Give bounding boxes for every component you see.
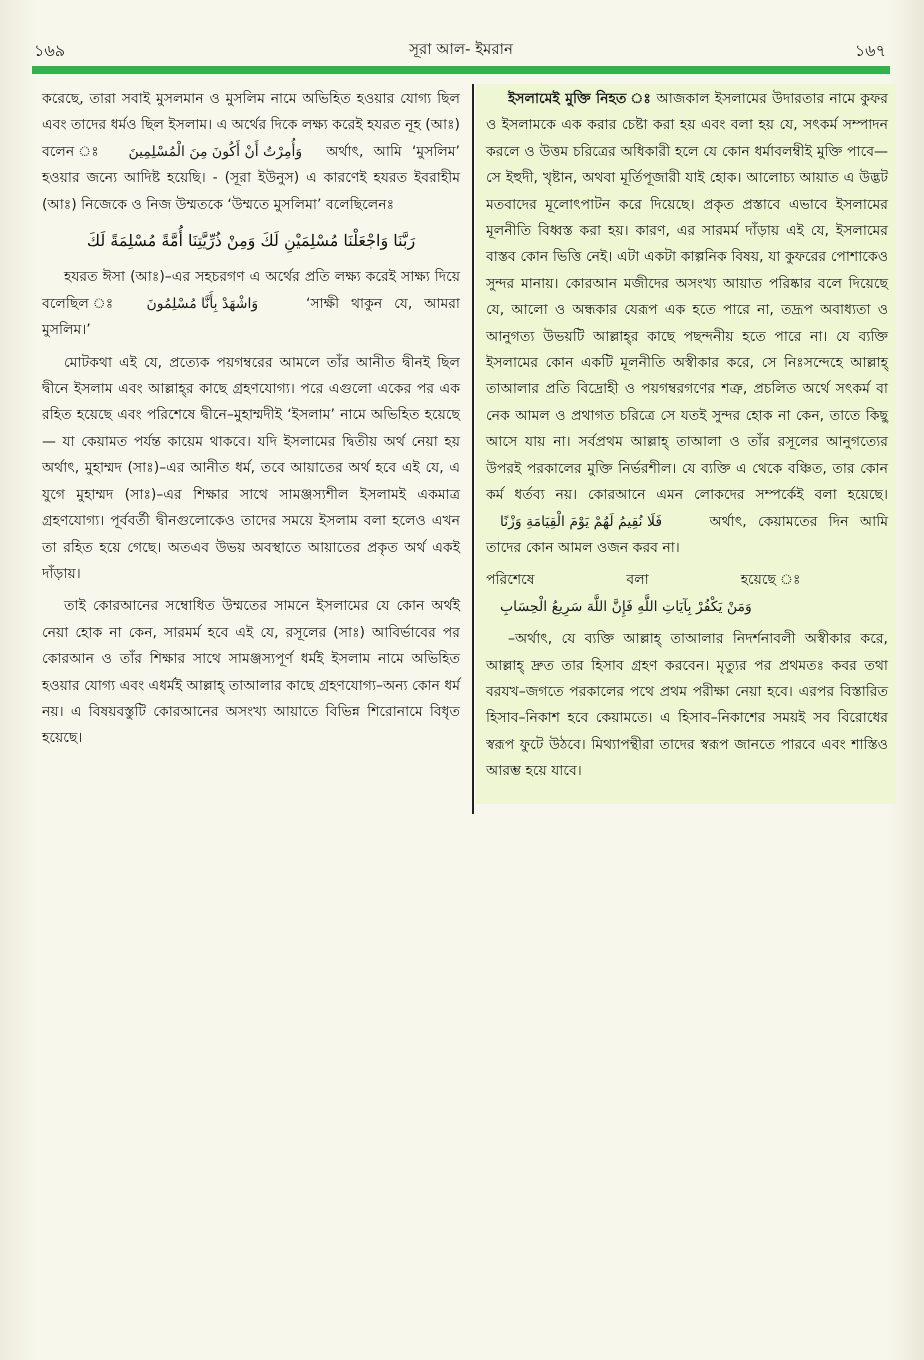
right-p2-text-a: পরিশেষে বলা হয়েছে ঃ [486, 572, 888, 589]
right-column [486, 86, 888, 791]
left-p2-text-a: হযরত ঈসা (আঃ)–এর সহচরগণ এ অর্থের প্রতি লক্ষ্য করেই সাক্ষ্য দিয়ে বলেছিল ঃ [42, 269, 460, 312]
left-paragraph-1 [42, 86, 460, 218]
right-paragraph-2 [486, 567, 888, 620]
left-column [42, 86, 460, 758]
right-paragraph-3: –অর্থাৎ, যে ব্যক্তি আল্লাহ্‌ তাআলার নিদর্শনাবলী অস্বীকার করে, আল্লাহ্‌ দ্রুত তার হিসাব গ্রহণ করবেন। মৃত্যুর পর প্রথমতঃ কবর তথা বরযখ–জগতে পরকালের পথে প্রথম পরীক্ষা নেয়া হবে। এরপর বিস্তারিত হিসাব–নিকাশ হবে কেয়ামতে। এ হিসাব–নিকাশের সময়ই সব বিরোধের স্বরূপ ফুটে উঠবে। মিথ্যাপন্থীরা তাদের স্বরূপ জানতে পারবে এবং শাস্তিও আরম্ভ হয়ে যাবে। [486, 631, 888, 780]
left-paragraph-3: মোটকথা এই যে, প্রত্যেক পয়গম্বরের আমলে তাঁর আনীত দ্বীনই ছিল দ্বীনে ইসলাম এবং আল্লাহ্‌র কাছে গ্রহণযোগ্য। পরে এগুলো একের পর এক রহিত হয়েছে এবং পরিশেষে দ্বীনে–মুহাম্মদীই ‘ইসলাম’ নামে অভিহিত হয়েছে— যা কেয়ামত পর্যন্ত কায়েম থাকবে। যদি ইসলামের দ্বিতীয় অর্থ নেয়া হয় অর্থাৎ, মুহাম্মদ (সাঃ)–এর আনীত ধর্ম, তবে আয়াতের অর্থ হবে এই যে, এ যুগে মুহাম্মদ (সাঃ)–এর শিক্ষার সাথে সামঞ্জস্যশীল ইসলামই একমাত্র গ্রহণযোগ্য। পূর্ববর্তী দ্বীনগুলোকেও তাদের সময়ে ইসলাম বলা হলেও এখন তা রহিত হয়ে গেছে। অতএব উভয় অবস্থাতে আয়াতের প্রকৃত অর্থ একই দাঁড়ায়। [42, 354, 460, 582]
left-paragraph-2 [42, 264, 460, 343]
right-p1-text-a: আজকাল ইসলামের উদারতার নামে কুফর ও ইসলামকে এক করার চেষ্টা করা হয় এবং বলা হয় যে, সৎকর্ম সম্পাদন করলে ও উত্তম চরিত্রের অধিকারী হলে যে কোন ধর্মাবলম্বীই মুক্তি পাবে— সে ইহুদী, খৃষ্টান, অথবা মূর্তিপূজারী যাই হোক। আলোচ্য আয়াত এ উদ্ভট মতবাদের মূলোৎপাটন করে দিয়েছে। প্রকৃত প্রস্তাবে এভাবে ইসলামের মূলনীতি বিধ্বস্ত করা হয়। কারণ, এর সারমর্ম দাঁড়ায় এই যে, ইসলামের বাস্তব কোন ভিত্তি নেই। এটা একটা কাল্পনিক বিষয়, যা কুফরের পোশাকেও সুন্দর মানায়। কোরআন মজীদের অসংখ্য আয়াত পরিষ্কার বলে দিয়েছে যে, আলো ও অন্ধকার যেরূপ এক হতে পারে না, তদ্রূপ অবাধ্যতা ও আনুগত্য উভয়টি আল্লাহ্‌র কাছে পছন্দনীয় হতে পারে না। যে ব্যক্তি ইসলামের কোন একটি মূলনীতি অস্বীকার করে, সে নিঃসন্দেহে আল্লাহ্‌ তাআলার প্রতি বিদ্রোহী ও পয়গম্বরগণের শত্রু, প্রচলিত অর্থে সৎকর্ম বা নেক আমল ও প্রথাগত চরিত্রে সে যতই সুন্দর হোক না কেন, তাতে কিছু আসে যায় না। সর্বপ্রথম আল্লাহ্‌ তাআলা ও তাঁর রসূলের আনুগত্যের উপরই পরকালের মুক্তি নির্ভরশীল। যে ব্যক্তি এ থেকে বঞ্চিত, তার কোন কর্ম ধর্তব্য নয়। কোরআনে এমন লোকদের সম্পর্কেই বলা হয়েছে। [486, 91, 888, 504]
right-p1-text-b: অর্থাৎ, কেয়ামতের দিন আমি তাদের কোন আমল ওজন করব না। [486, 513, 889, 556]
arabic-verse: رَبَّنَا وَاجْعَلْنَا مُسْلِمَيْنِ لَكَ وَمِنْ ذُرِّيَّتِنَا أُمَّةً مُسْلِمَةً لَكَ [86, 231, 416, 251]
page-number-right: ১৬৭ [854, 41, 886, 60]
running-title: সূরা আল- ইমরান [409, 40, 513, 58]
left-paragraph-4: তাই কোরআনের সম্বোধিত উম্মতের সামনে ইসলামের যে কোন অর্থই নেয়া হোক না কেন, সারমর্ম হবে এই যে, রসূলের (সাঃ) আবির্ভাবের পর কোরআন ও তাঁর শিক্ষার সাথে সামঞ্জস্যপূর্ণ ধর্মই ইসলাম নামে অভিহিত হওয়ার যোগ্য এবং এধর্মই আল্লাহ্‌ তাআলার কাছে গ্রহণযোগ্য–অন্য কোন ধর্ম নয়। এ বিষয়বস্তুটি কোরআনের অসংখ্য আয়াতে বিভিন্ন শিরোনামে বিধৃত হয়েছে। [42, 598, 460, 747]
left-p1-arabic: وَأُمِرْتُ أَنْ أَكُونَ مِنَ الْمُسْلِمِينَ [128, 143, 303, 160]
section-heading: ইসলামেই মুক্তি নিহত ঃ [508, 91, 652, 107]
page-header [32, 38, 890, 64]
left-p1-text-a: করেছে, তারা সবাই মুসলমান ও মুসলিম নামে অভিহিত হওয়ার যোগ্য ছিল এবং তাদের ধর্মও ছিল ইসলাম। এ অর্থের দিকে লক্ষ্য করেই হযরত নূহ (আঃ) বলেন ঃ [42, 91, 461, 160]
page-number-left: ১৬৯ [34, 41, 66, 60]
left-p2-text-b: ‘সাক্ষী থাকুন যে, আমরা মুসলিম।’ [42, 295, 460, 339]
left-p1-text-b: অর্থাৎ, আমি ‘মুসলিম’ হওয়ার জন্যে আদিষ্ট হয়েছি। - (সূরা ইউনুস) এ কারণেই হযরত ইবরাহীম (আঃ) নিজেকে ও নিজ উম্মতকে ‘উম্মতে মুসলিমা’ বলেছিলেনঃ [42, 143, 461, 213]
right-p1-arabic: فَلَا نُقِيمُ لَهُمْ يَوْمَ الْقِيَامَةِ وَزْنًا [500, 513, 663, 530]
column-divider [472, 84, 474, 814]
header-rule [32, 66, 890, 74]
right-p2-arabic: وَمَنْ يَكْفُرْ بِآيَاتِ اللَّهِ فَإِنَّ اللَّهَ سَرِيعُ الْحِسَابِ [500, 598, 752, 615]
right-paragraph-1 [486, 86, 888, 561]
left-p2-arabic: وَاشْهَدْ بِأَنَّا مُسْلِمُونَ [146, 295, 259, 312]
